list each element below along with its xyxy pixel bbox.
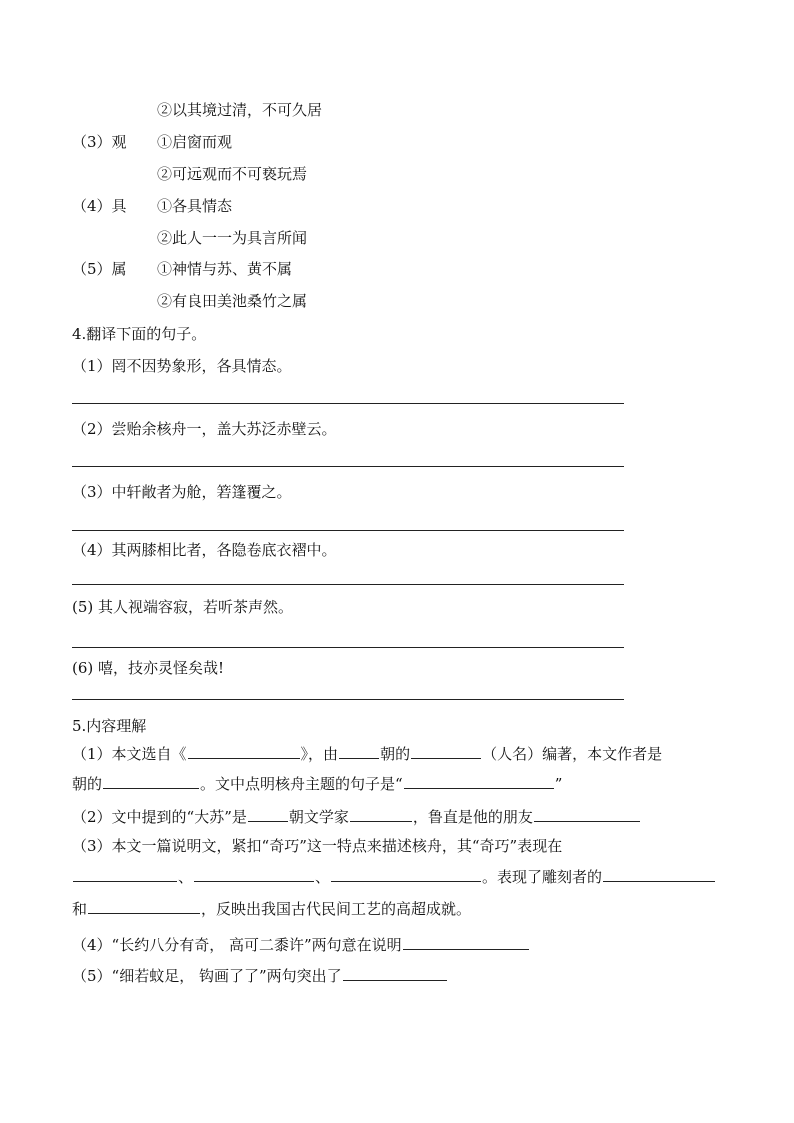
- q5-blank-carver-2[interactable]: [88, 898, 200, 914]
- q4-answer-line-1[interactable]: [72, 403, 624, 404]
- q5-blank-size[interactable]: [403, 934, 529, 950]
- q4-answer-line-5[interactable]: [72, 647, 624, 648]
- q3-item3-meaning1: ①启窗而观: [157, 133, 233, 151]
- q5-item5: [72, 965, 448, 986]
- q5-item3-sep2: 、: [315, 868, 331, 886]
- q5-blank-dasu-name[interactable]: [350, 806, 412, 822]
- q5-blank-detail[interactable]: [343, 965, 447, 981]
- q4-answer-line-4[interactable]: [72, 584, 624, 585]
- q4-answer-line-3[interactable]: [72, 530, 624, 531]
- q3-item5-meaning2: ②有良田美池桑竹之属: [157, 292, 308, 310]
- q5-item3-text-d: ，反映出我国古代民间工艺的高超成就。: [201, 900, 472, 918]
- q5-item1-text-f: 。文中点明核舟主题的句子是“: [200, 775, 403, 793]
- q3-item4: [72, 196, 232, 216]
- q4-sentence-3: （3）中轩敞者为舱，箬篷覆之。: [72, 483, 292, 501]
- q4-heading: 4.翻译下面的句子。: [72, 325, 207, 343]
- q3-item5: [72, 259, 292, 279]
- q5-item2: [72, 806, 641, 827]
- q5-blank-qiqiao-2[interactable]: [194, 866, 314, 882]
- q3-item3: [72, 132, 232, 152]
- q5-item4-text: （4）“长约八分有奇， 高可二黍许”两句意在说明: [72, 936, 402, 954]
- q5-item1-text-d: （人名）编著，本文作者是: [482, 745, 663, 763]
- q3-item5-word: （5）属: [72, 260, 127, 278]
- q5-blank-theme-sentence[interactable]: [404, 773, 554, 789]
- q5-item1-text-c: 朝的: [380, 745, 411, 763]
- q4-answer-line-6[interactable]: [72, 699, 624, 700]
- q4-sentence-5: (5) 其人视端容寂，若听茶声然。: [72, 598, 294, 616]
- q5-blank-source-book[interactable]: [188, 743, 300, 759]
- q5-blank-editor-dynasty[interactable]: [339, 743, 379, 759]
- q4-sentence-1: （1）罔不因势象形，各具情态。: [72, 357, 292, 375]
- q5-item3-line1: （3）本文一篇说明文，紧扣“奇巧”这一特点来描述核舟，其“奇巧”表现在: [72, 837, 563, 855]
- q3-item3-meaning2: ②可远观而不可亵玩焉: [157, 165, 308, 183]
- q5-blank-qiqiao-3[interactable]: [331, 866, 481, 882]
- q5-blank-author[interactable]: [103, 773, 199, 789]
- q5-item1-line2: [72, 773, 562, 794]
- q4-sentence-4: （4）其两膝相比者，各隐卷底衣褶中。: [72, 541, 337, 559]
- q5-item3-line3: [72, 898, 471, 919]
- q5-heading: 5.内容理解: [72, 717, 147, 735]
- q5-item2-text-c: ，鲁直是他的朋友: [412, 808, 533, 826]
- q5-item4: [72, 934, 530, 955]
- q3-item3-word: （3）观: [72, 133, 127, 151]
- q5-blank-qiqiao-1[interactable]: [73, 866, 177, 882]
- q5-blank-dasu-dynasty[interactable]: [248, 806, 288, 822]
- q3-item2-meaning2: ②以其境过清，不可久居: [157, 101, 323, 119]
- q5-item1-text-a: （1）本文选自《: [72, 745, 187, 763]
- q5-item5-text: （5）“细若蚊足， 钩画了了”两句突出了: [72, 967, 342, 985]
- q5-item1-text-e: 朝的: [72, 775, 103, 793]
- q3-item4-word: （4）具: [72, 197, 127, 215]
- q5-blank-carver-1[interactable]: [603, 866, 715, 882]
- q5-item2-text-b: 朝文学家: [288, 808, 349, 826]
- q4-answer-line-2[interactable]: [72, 466, 624, 467]
- q5-item3-text-b: 。表现了雕刻者的: [482, 868, 603, 886]
- q5-item1-text-b: 》，由: [300, 745, 339, 763]
- q5-blank-luzhi[interactable]: [534, 806, 640, 822]
- q3-item5-meaning1: ①神情与苏、黄不属: [157, 260, 293, 278]
- q5-item3-sep1: 、: [178, 868, 194, 886]
- q4-sentence-6: (6) 嘻，技亦灵怪矣哉!: [72, 659, 225, 677]
- q5-blank-editor-name[interactable]: [411, 743, 481, 759]
- q3-item4-meaning2: ②此人一一为具言所闻: [157, 229, 308, 247]
- q5-item1-text-g: ”: [554, 775, 563, 793]
- q5-item3-text-c: 和: [72, 900, 88, 918]
- q3-item4-meaning1: ①各具情态: [157, 197, 233, 215]
- q4-sentence-2: （2）尝贻余核舟一，盖大苏泛赤壁云。: [72, 420, 337, 438]
- q5-item1-line1: [72, 743, 662, 764]
- q5-item3-line2: [72, 866, 716, 887]
- q5-item2-text-a: （2）文中提到的“大苏”是: [72, 808, 247, 826]
